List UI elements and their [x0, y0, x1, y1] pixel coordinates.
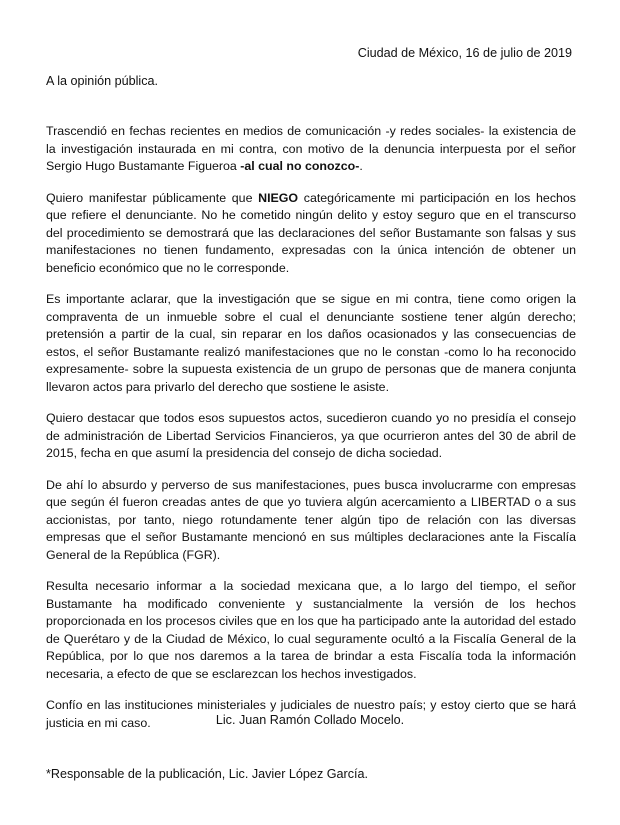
paragraph-2: [46, 190, 576, 278]
publication-footer: *Responsable de la publicación, Lic. Javier López García.: [46, 767, 369, 781]
letter-body: [46, 123, 576, 732]
paragraph-5: De ahí lo absurdo y perverso de sus manifestaciones, pues busca involucrarme con empresas que según él fueron creadas antes de que yo tuviera algún acercamiento a LIBERTAD o a sus accionistas, por tanto, niego rotundamente tener algún tipo de relación con las diversas empresas que el señor Bustamante mencionó en sus múltiples declaraciones ante la Fiscalía General de la República (FGR).: [46, 477, 576, 562]
paragraph-1-emphasis: -al cual no conozco-: [240, 159, 360, 173]
date-line: Ciudad de México, 16 de julio de 2019: [357, 46, 572, 60]
paragraph-2-emphasis: NIEGO: [258, 190, 299, 205]
salutation: A la opinión pública.: [46, 74, 159, 88]
paragraph-7: Confío en las instituciones ministeriales y judiciales de nuestro país; y estoy cierto que se hará justicia en mi caso.: [46, 698, 576, 730]
paragraph-2-lead: Quiero manifestar públicamente que: [46, 190, 259, 205]
paragraph-4: Quiero destacar que todos esos supuestos actos, sucedieron cuando yo no presidía el consejo de administración de Libertad Servicios Financieros, ya que ocurrieron antes del 30 de abril de 2015, fecha en que asumí la presidencia del consejo de dicha sociedad.: [46, 411, 576, 460]
signature-line: Lic. Juan Ramón Collado Mocelo.: [215, 713, 405, 727]
paragraph-6: Resulta necesario informar a la sociedad mexicana que, a lo largo del tiempo, el señor Bustamante ha modificado conveniente y sustancialmente la versión de los hechos proporcionada en los procesos civiles que en los que ha participado ante la autoridad del estado de Querétaro y de la Ciudad de México, lo cual seguramente ocultó a la Fiscalía General de la República, por lo que nos daremos a la tarea de brindar a esta Fiscalía toda la información necesaria, a efecto de que se esclarezcan los hechos investigados.: [46, 579, 576, 681]
paragraph-1-end: .: [359, 159, 363, 173]
paragraph-2-text: categóricamente mi participación en los hechos que refiere el denunciante. No he cometido ningún delito y estoy seguro que en el transcurso del procedimiento se demostrará que las declaraciones del señor Bustamante son falsas y sus manifestaciones no tienen fundamento, expresadas con la única intención de obtener un beneficio económico que no le corresponde.: [46, 190, 576, 275]
paragraph-1: [46, 123, 576, 176]
paragraph-3: Es importante aclarar, que la investigación que se sigue en mi contra, tiene como origen la compraventa de un inmueble sobre el cual el denunciante sostiene tener algún derecho; pretensión a partir de la cual, sin reparar en los daños ocasionados y las consecuencias de estos, el señor Bustamante realizó manifestaciones que no le constan -como lo ha reconocido expresamente- sobre la supuesta existencia de un grupo de personas que de manera conjunta llevaron actos para privarlo del derecho que sostiene le asiste.: [46, 292, 576, 394]
paragraph-1-text: Trascendió en fechas recientes en medios de comunicación -y redes sociales- la existencia de la investigación instaurada en mi contra, con motivo de la denuncia interpuesta por el señor Sergio Hugo Bustamante Figueroa: [46, 124, 576, 173]
